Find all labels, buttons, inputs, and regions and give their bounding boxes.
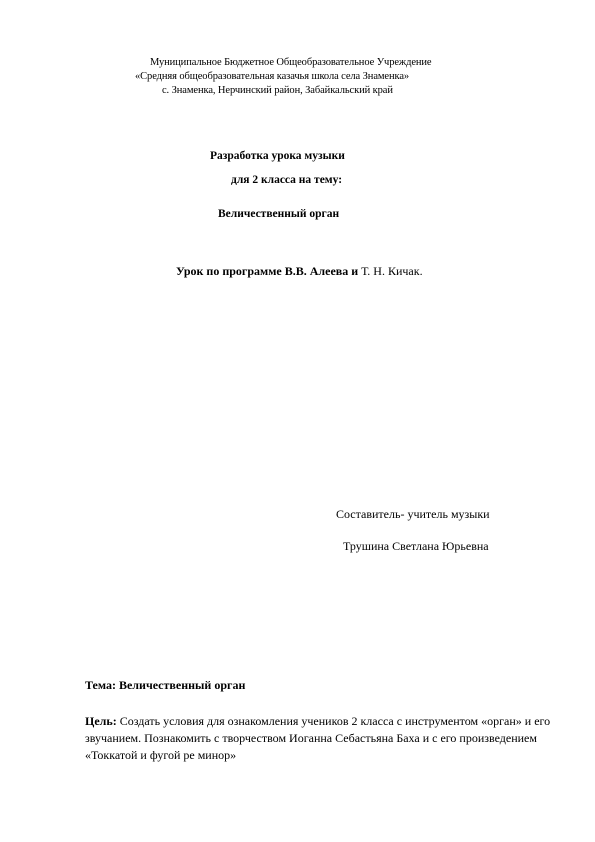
- program-author: Т. Н. Кичак.: [361, 264, 423, 278]
- goal-label: Цель:: [85, 714, 117, 728]
- lesson-topic: Величественный орган: [218, 208, 340, 220]
- goal-text: Создать условия для ознакомления учеников 2 класса с инструментом «орган» и его звучанием. Познакомить с творчеством Иоганна Себастьяна Баха и с его произведением «Токкатой и фугой ре минор»: [85, 714, 551, 762]
- lesson-title-line1: Разработка урока музыки: [210, 150, 345, 162]
- theme-heading: Тема: Величественный орган: [85, 678, 246, 692]
- program-label: Урок по программе В.В. Алеева и: [176, 264, 359, 278]
- compiler-role: Составитель- учитель музыки: [336, 507, 490, 521]
- institution-name-line1: Муниципальное Бюджетное Общеобразовательное Учреждение: [150, 57, 432, 68]
- compiler-name: Трушина Светлана Юрьевна: [343, 539, 489, 553]
- lesson-title-line2: для 2 класса на тему:: [231, 174, 343, 186]
- goal-paragraph: [85, 713, 560, 764]
- institution-name-line2: «Средняя общеобразовательная казачья школа села Знаменка»: [135, 71, 410, 82]
- program-line: [176, 265, 423, 277]
- institution-address: с. Знаменка, Нерчинский район, Забайкальский край: [162, 85, 393, 96]
